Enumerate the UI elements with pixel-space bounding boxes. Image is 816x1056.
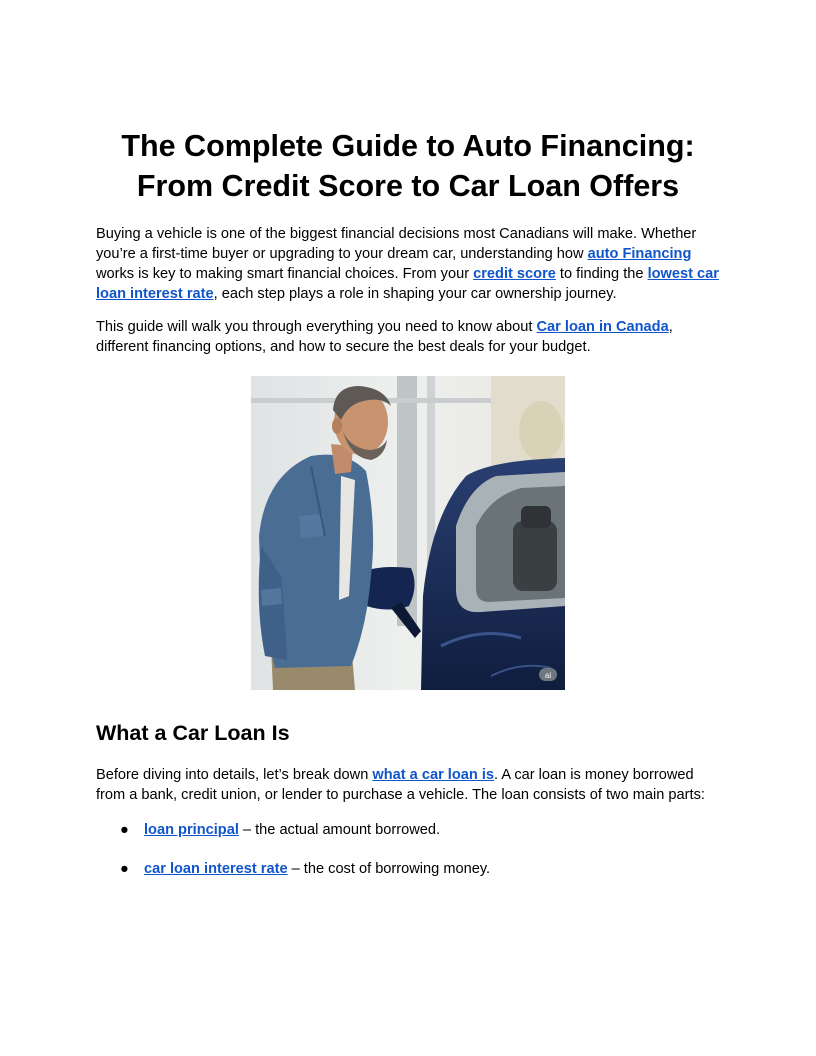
intro-text-2: works is key to making smart financial choices. From your (96, 266, 474, 282)
section-heading: What a Car Loan Is (96, 721, 290, 745)
auto-financing-link[interactable]: auto Financing (587, 246, 692, 262)
credit-score-link[interactable]: credit score (473, 266, 556, 282)
man-looking-at-car-photo (251, 376, 565, 690)
list-item (96, 859, 720, 879)
intro-text-4: , each step plays a role in shaping your car ownership journey. (213, 286, 617, 302)
intro-paragraph (96, 224, 720, 304)
section-text-1: Before diving into details, let’s break down (96, 767, 373, 783)
list-item-text: – the actual amount borrowed. (238, 822, 441, 838)
guide-paragraph (96, 317, 720, 357)
list-item-text: – the cost of borrowing money. (287, 861, 491, 877)
document-title (96, 126, 720, 206)
section-paragraph (96, 765, 720, 805)
loan-parts-list (96, 820, 720, 898)
title-line-1: The Complete Guide to Auto Financing: (121, 129, 695, 163)
bullet-marker: ● (120, 822, 129, 838)
intro-text-1: Buying a vehicle is one of the biggest financial decisions most Canadians will make. Whether you’re a first-time buyer or upgrading to your dream car, understanding how (96, 226, 697, 262)
what-a-car-loan-is-link[interactable]: what a car loan is (372, 767, 495, 783)
section-text-2: . A car loan is money borrowed from a bank, credit union, or lender to purchase a vehicle. The loan consists of two main parts: (96, 767, 705, 803)
car-loan-interest-rate-link[interactable]: car loan interest rate (144, 861, 288, 877)
intro-text-3: to finding the (555, 266, 648, 282)
lowest-rate-link[interactable]: lowest car loan interest rate (96, 266, 719, 302)
guide-text-2: , different financing options, and how to secure the best deals for your budget. (96, 319, 673, 355)
title-line-2: From Credit Score to Car Loan Offers (136, 169, 680, 203)
loan-principal-link[interactable]: loan principal (144, 822, 239, 838)
bullet-marker: ● (120, 861, 129, 877)
guide-text-1: This guide will walk you through everything you need to know about (96, 319, 537, 335)
car-loan-canada-link[interactable]: Car loan in Canada (536, 319, 669, 335)
list-item (96, 820, 720, 840)
ai-badge: ai (544, 671, 552, 680)
